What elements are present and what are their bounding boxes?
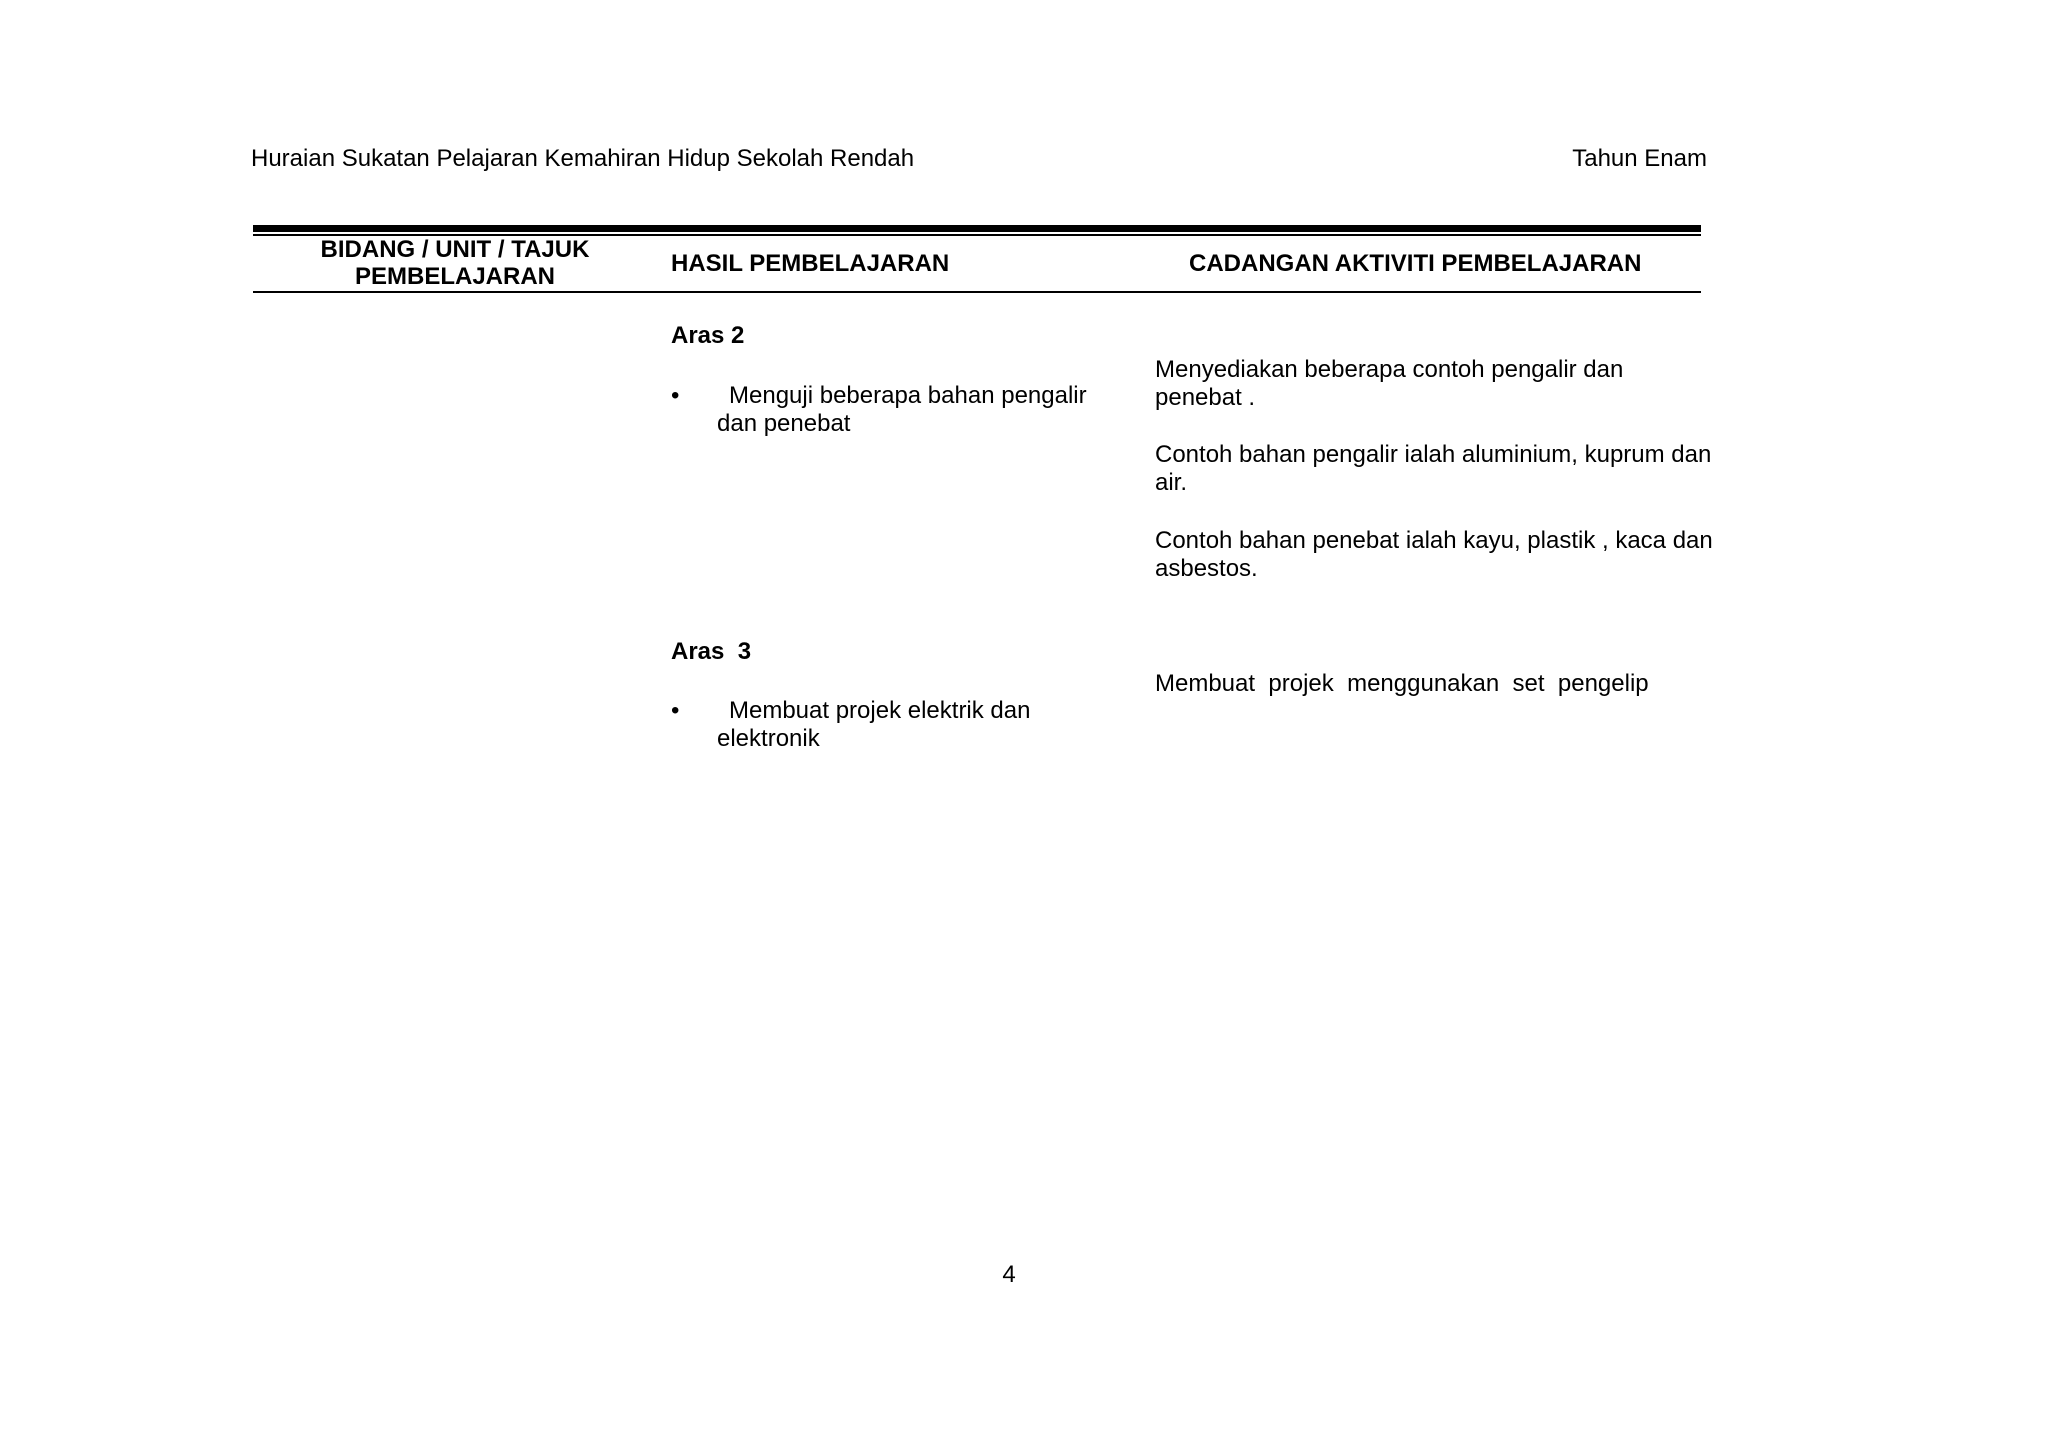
level-2-label: Aras 2	[671, 322, 745, 349]
bullet-icon: •	[671, 382, 680, 409]
level-3-activity-1: Membuat projek menggunakan set pengelip	[1155, 670, 1649, 697]
running-header-year: Tahun Enam	[1572, 145, 1707, 172]
table-top-rule-thick	[253, 225, 1701, 232]
level-2-activity-2: Contoh bahan pengalir ialah aluminium, kuprum dan air.	[1155, 441, 1712, 496]
level-2-activity-1: Menyediakan beberapa contoh pengalir dan penebat .	[1155, 356, 1624, 411]
running-header-title: Huraian Sukatan Pelajaran Kemahiran Hidup Sekolah Rendah	[251, 145, 915, 172]
level-3-label: Aras 3	[671, 638, 752, 665]
level-2-activity-3: Contoh bahan penebat ialah kayu, plastik , kaca dan asbestos.	[1155, 527, 1713, 582]
page-number: 4	[1002, 1261, 1016, 1288]
column-header-activities: CADANGAN AKTIVITI PEMBELAJARAN	[1189, 250, 1642, 277]
bullet-icon: •	[671, 697, 680, 724]
level-3-outcome: Membuat projek elektrik dan elektronik	[717, 697, 1031, 752]
column-header-topic: BIDANG / UNIT / TAJUK PEMBELAJARAN	[320, 236, 590, 290]
level-2-outcome: Menguji beberapa bahan pengalir dan penebat	[717, 382, 1087, 437]
table-header-bottom-rule	[253, 291, 1701, 293]
column-header-outcomes: HASIL PEMBELAJARAN	[671, 250, 950, 277]
